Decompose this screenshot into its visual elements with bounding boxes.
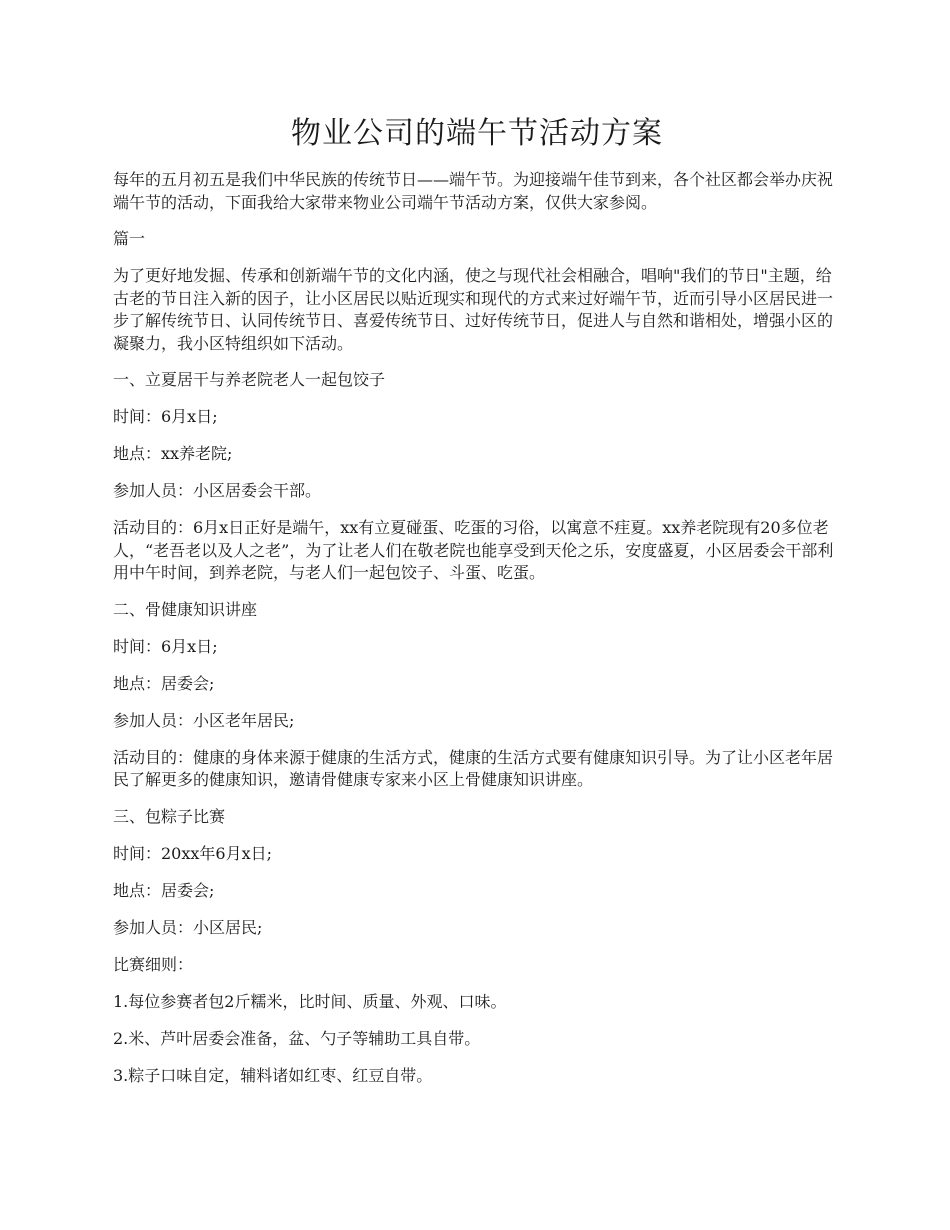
activity3-rule-1: 1.每位参赛者包2斤糯米，比时间、质量、外观、口味。 bbox=[113, 991, 507, 1011]
activity2-heading: 二、骨健康知识讲座 bbox=[113, 599, 258, 619]
activity3-participants: 参加人员：小区居民; bbox=[113, 917, 263, 937]
activity3-time: 时间：20xx年6月x日; bbox=[113, 843, 273, 863]
activity2-place: 地点：居委会; bbox=[113, 673, 215, 693]
activity3-place: 地点：居委会; bbox=[113, 880, 215, 900]
activity3-rule-3: 3.粽子口味自定，辅料诸如红枣、红豆自带。 bbox=[113, 1065, 433, 1085]
activity3-rules-label: 比赛细则： bbox=[113, 954, 194, 974]
activity1-place: 地点：xx养老院; bbox=[113, 444, 233, 463]
activity1-participants: 参加人员：小区居委会干部。 bbox=[113, 481, 322, 500]
activity1-goal: 活动目的：6月x日正好是端午，xx有立夏碰蛋、吃蛋的习俗，以寓意不疰夏。xx养老院现有20多位老人，“老吾老以及人之老”，为了让老人们在敬老院也能享受到天伦之乐，安度盛夏，小区居委会干部利用中午时间，到养老院，与老人们一起包饺子、斗蛋、吃蛋。 bbox=[113, 518, 834, 582]
document-page bbox=[113, 112, 841, 1102]
purpose-paragraph: 为了更好地发掘、传承和创新端午节的文化内涵，使之与现代社会相融合，唱响"我们的节日"主题，给古老的节日注入新的因子，让小区居民以贴近现实和现代的方式来过好端午节，近而引导小区居民进一步了解传统节日、认同传统节日、喜爱传统节日、过好传统节日，促进人与自然和谐相处，增强小区的凝聚力，我小区特组织如下活动。 bbox=[113, 266, 834, 353]
section-label: 篇一 bbox=[113, 229, 146, 248]
activity1-heading: 一、立夏居干与养老院老人一起包饺子 bbox=[113, 370, 386, 389]
activity1-time: 时间：6月x日; bbox=[113, 407, 218, 426]
activity2-goal: 活动目的：健康的身体来源于健康的生活方式，健康的生活方式要有健康知识引导。为了让小区老年居民了解更多的健康知识，邀请骨健康专家来小区上骨健康知识讲座。 bbox=[113, 747, 834, 789]
activity3-rule-2: 2.米、芦叶居委会准备，盆、勺子等辅助工具自带。 bbox=[113, 1028, 481, 1048]
intro-paragraph: 每年的五月初五是我们中华民族的传统节日——端午节。为迎接端午佳节到来，各个社区都会举办庆祝端午节的活动，下面我给大家带来物业公司端午节活动方案，仅供大家参阅。 bbox=[113, 170, 834, 212]
document-title: 物业公司的端午节活动方案 bbox=[291, 116, 663, 151]
activity3-heading: 三、包粽子比赛 bbox=[113, 806, 226, 826]
activity2-time: 时间：6月x日; bbox=[113, 636, 218, 656]
activity2-participants: 参加人员：小区老年居民; bbox=[113, 710, 295, 730]
